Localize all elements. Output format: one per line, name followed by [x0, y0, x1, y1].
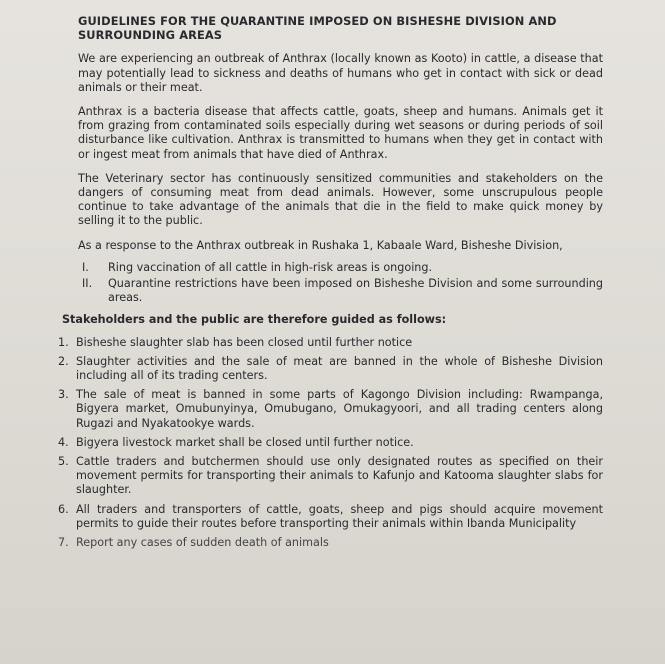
list-item-text: Report any cases of sudden death of animals: [76, 536, 329, 550]
list-item-text: Bisheshe slaughter slab has been closed until further notice: [76, 335, 413, 349]
list-item-number: 1.: [58, 335, 69, 349]
response-list: [78, 261, 603, 306]
list-item: [78, 261, 603, 275]
list-item-text: Quarantine restrictions have been imposed on Bisheshe Division and some surrounding areas.: [108, 277, 603, 305]
list-item-number: 4.: [58, 435, 69, 449]
list-item: [78, 277, 603, 305]
list-item: [58, 436, 603, 450]
list-item-number: 5.: [58, 455, 69, 469]
list-item-text: All traders and transporters of cattle, goats, sheep and pigs should acquire movement permits to guide their routes before transporting their animals within Ibanda Municipality: [76, 502, 603, 530]
list-item: [58, 536, 603, 550]
list-item-number: II.: [82, 277, 93, 291]
paragraph-veterinary: The Veterinary sector has continuously sensitized communities and stakeholders on the dangers of consuming meat from dead animals. However, some unscrupulous people continue to take advantage of the animals that die in the field to make quick money by selling it to the public.: [78, 171, 603, 228]
list-item-text: The sale of meat is banned in some parts of Kagongo Division including: Rwampanga, Bigyera market, Omubunyinya, Omubugano, Omukagyoori, and all trading centers along Rugazi and Nyakatookye wards.: [76, 388, 603, 430]
document-body: [58, 14, 603, 555]
list-item: [58, 388, 603, 431]
list-item-text: Ring vaccination of all cattle in high-risk areas is ongoing.: [108, 260, 433, 274]
list-item: [58, 355, 603, 383]
paragraph-response: As a response to the Anthrax outbreak in Rushaka 1, Kabaale Ward, Bisheshe Division,: [78, 238, 563, 252]
list-item: [58, 503, 603, 531]
paragraph-anthrax-info: Anthrax is a bacteria disease that affects cattle, goats, sheep and humans. Animals get it from grazing from contaminated soils especially during wet seasons or during periods of soil disturbance like cultivation. Anthrax is transmitted to humans when they get in contact with or ingest meat from animals that have died of Anthrax.: [78, 105, 603, 161]
list-item-number: 2.: [58, 354, 69, 368]
paragraph-outbreak: We are experiencing an outbreak of Anthrax (locally known as Kooto) in cattle, a disease that may potentially lead to sickness and deaths of humans who get in contact with sick or dead animals or their meat.: [78, 52, 603, 94]
list-item-text: Bigyera livestock market shall be closed until further notice.: [76, 435, 414, 449]
list-item-number: 3.: [58, 388, 69, 402]
list-item-text: Slaughter activities and the sale of meat are banned in the whole of Bisheshe Division including all of its trading centers.: [76, 354, 603, 383]
list-item: [58, 455, 603, 498]
list-item-number: 6.: [58, 502, 69, 516]
list-item-text: Cattle traders and butchermen should use only designated routes as specified on their movement permits for transporting their animals to Kafunjo and Katooma slaughter slabs for slaughter.: [76, 455, 603, 497]
list-item: [58, 336, 603, 350]
guidelines-subheading: Stakeholders and the public are therefore guided as follows:: [62, 313, 447, 327]
list-item-number: 7.: [58, 536, 69, 550]
guidelines-list: [58, 336, 603, 551]
list-item-number: I.: [82, 260, 89, 274]
document-title: GUIDELINES FOR THE QUARANTINE IMPOSED ON BISHESHE DIVISION AND SURROUNDING AREAS: [78, 14, 557, 43]
